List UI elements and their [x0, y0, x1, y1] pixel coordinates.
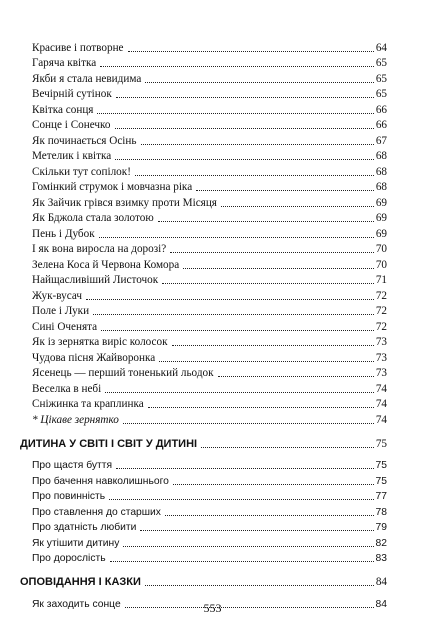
toc-entry	[32, 211, 387, 227]
section-title: ДИТИНА У СВІТІ І СВІТ У ДИТИНІ	[20, 437, 198, 450]
dot-leader	[148, 406, 374, 408]
entry-title: Як Бджола стала золотою	[32, 212, 154, 224]
toc-entry	[32, 102, 387, 118]
dot-leader	[196, 189, 374, 191]
entry-page: 72	[375, 289, 387, 302]
toc-entry	[32, 335, 387, 351]
toc-entry	[32, 381, 387, 397]
entry-page: 69	[375, 196, 387, 209]
dot-leader	[140, 529, 373, 531]
dot-leader	[100, 65, 374, 67]
toc-section-heading	[20, 436, 387, 452]
entry-title: Як починається Осінь	[32, 134, 137, 147]
entry-page: 69	[375, 227, 387, 240]
entry-page: 68	[375, 181, 387, 193]
entry-page: 75	[375, 475, 387, 487]
dot-leader	[109, 498, 373, 500]
dot-leader	[145, 81, 374, 83]
entry-page: 68	[375, 165, 387, 178]
toc-entry	[32, 226, 387, 242]
dot-leader	[128, 50, 374, 52]
entry-title: Як утішити дитину	[32, 537, 120, 549]
toc-section-heading	[20, 574, 387, 590]
entry-title: Про щастя буття	[32, 460, 113, 471]
entry-page: 71	[375, 274, 387, 286]
dot-leader	[170, 251, 374, 253]
entry-title: Про ставлення до старших	[32, 506, 161, 518]
toc-entry	[32, 71, 387, 87]
entry-page: 67	[375, 134, 387, 147]
dot-leader	[221, 205, 374, 207]
toc-entry	[32, 56, 387, 72]
entry-page: 77	[375, 491, 387, 502]
entry-page: 84	[375, 598, 387, 610]
table-of-contents	[0, 40, 425, 612]
entry-page: 73	[375, 336, 387, 348]
dot-leader	[97, 112, 373, 114]
toc-entry	[32, 319, 387, 335]
entry-title: Веселка в небі	[32, 382, 102, 395]
entry-title: Сині Оченята	[32, 320, 98, 333]
page-number: 553	[203, 601, 222, 615]
entry-title: Гаряча квітка	[32, 57, 97, 69]
entry-title: Про бачення навколишнього	[32, 475, 169, 487]
entry-title: Метелик і квітка	[32, 150, 112, 162]
entry-title: Як із зернятка виріс колосок	[32, 336, 168, 348]
entry-page: 69	[375, 212, 387, 224]
dot-leader	[93, 313, 374, 315]
toc-entry	[32, 412, 387, 428]
section-title: ОПОВІДАННЯ І КАЗКИ	[20, 576, 141, 588]
dot-leader	[101, 329, 374, 331]
entry-page: 65	[375, 72, 387, 85]
entry-page: 73	[375, 351, 387, 364]
entry-title: Про дорослість	[32, 553, 106, 564]
entry-title: Пень і Дубок	[32, 227, 95, 240]
entry-page: 82	[375, 537, 387, 549]
entry-page: 72	[375, 305, 387, 317]
entry-title: І як вона виросла на дорозі?	[32, 243, 167, 255]
toc-entry	[32, 195, 387, 211]
entry-page: 74	[375, 382, 387, 395]
dot-leader	[115, 127, 374, 129]
section-page: 84	[375, 576, 387, 588]
toc-entry	[32, 257, 387, 273]
entry-page: 66	[375, 103, 387, 116]
entry-page: 72	[375, 320, 387, 333]
entry-title: Найщасливіший Листочок	[32, 274, 159, 286]
dot-leader	[162, 282, 374, 284]
toc-entry	[32, 520, 387, 536]
entry-page: 66	[375, 119, 387, 131]
entry-title: Жук-вусач	[32, 289, 82, 302]
entry-title: Сніжинка та краплинка	[32, 398, 144, 410]
entry-page: 73	[375, 367, 387, 379]
entry-title: Квітка сонця	[32, 103, 94, 116]
entry-page: 74	[375, 398, 387, 410]
entry-page: 78	[375, 506, 387, 518]
entry-page: 70	[375, 258, 387, 271]
toc-group-stories	[0, 40, 425, 428]
dot-leader	[115, 158, 374, 160]
toc-entry	[32, 366, 387, 382]
entry-page: 68	[375, 150, 387, 162]
toc-entry	[32, 118, 387, 134]
toc-entry	[32, 473, 387, 489]
entry-page: 65	[375, 88, 387, 100]
toc-entry	[32, 133, 387, 149]
toc-entry	[32, 551, 387, 567]
entry-page: 75	[375, 460, 387, 471]
toc-entry	[32, 273, 387, 289]
section-page: 75	[375, 437, 387, 450]
toc-entry	[32, 304, 387, 320]
entry-title: Гомінкий струмок і мовчазна ріка	[32, 181, 193, 193]
entry-page: 79	[375, 522, 387, 533]
toc-entry	[32, 87, 387, 103]
dot-leader	[141, 143, 374, 145]
entry-title: Ясенець — перший тоненький льодок	[32, 367, 214, 379]
entry-page: 65	[375, 57, 387, 69]
entry-title: Зелена Коса й Червона Комора	[32, 258, 180, 271]
dot-leader	[123, 422, 374, 424]
toc-entry	[32, 458, 387, 474]
toc-entry	[32, 288, 387, 304]
toc-entry	[32, 397, 387, 413]
dot-leader	[173, 483, 374, 485]
dot-leader	[159, 360, 374, 362]
toc-entry	[32, 504, 387, 520]
entry-title: Як Зайчик грівся взимку проти Місяця	[32, 196, 217, 209]
dot-leader	[135, 174, 374, 176]
dot-leader	[86, 298, 374, 300]
entry-page: 83	[375, 553, 387, 564]
dot-leader	[201, 446, 374, 448]
dot-leader	[165, 514, 374, 516]
toc-entry	[32, 535, 387, 551]
entry-title: Чудова пісня Жайворонка	[32, 351, 156, 364]
entry-title: Про повинність	[32, 491, 106, 502]
toc-entry	[32, 242, 387, 258]
dot-leader	[110, 560, 374, 562]
dot-leader	[116, 467, 373, 469]
dot-leader	[116, 96, 374, 98]
entry-title: Сонце і Сонечко	[32, 119, 111, 131]
entry-page: 70	[375, 243, 387, 255]
toc-group-child	[0, 458, 425, 567]
entry-title: Про здатність любити	[32, 522, 137, 533]
toc-entry	[32, 180, 387, 196]
dot-leader	[99, 236, 374, 238]
dot-leader	[158, 220, 374, 222]
dot-leader	[172, 344, 374, 346]
dot-leader	[105, 391, 374, 393]
dot-leader	[145, 584, 374, 586]
toc-entry	[32, 350, 387, 366]
toc-entry	[32, 40, 387, 56]
entry-title: Красиве і потворне	[32, 41, 124, 54]
entry-title: Вечірній сутінок	[32, 88, 112, 100]
dot-leader	[123, 545, 373, 547]
entry-title: * Цікаве зернятко	[32, 413, 119, 426]
entry-page: 74	[375, 413, 387, 426]
entry-title: Якби я стала невидима	[32, 72, 142, 85]
entry-title: Поле і Луки	[32, 305, 90, 317]
entry-page: 64	[375, 41, 387, 54]
entry-title: Як заходить сонце	[32, 598, 121, 610]
dot-leader	[218, 375, 374, 377]
toc-entry	[32, 149, 387, 165]
toc-entry	[32, 164, 387, 180]
dot-leader	[183, 267, 374, 269]
toc-entry	[32, 489, 387, 505]
entry-title: Скільки тут сопілок!	[32, 165, 131, 178]
